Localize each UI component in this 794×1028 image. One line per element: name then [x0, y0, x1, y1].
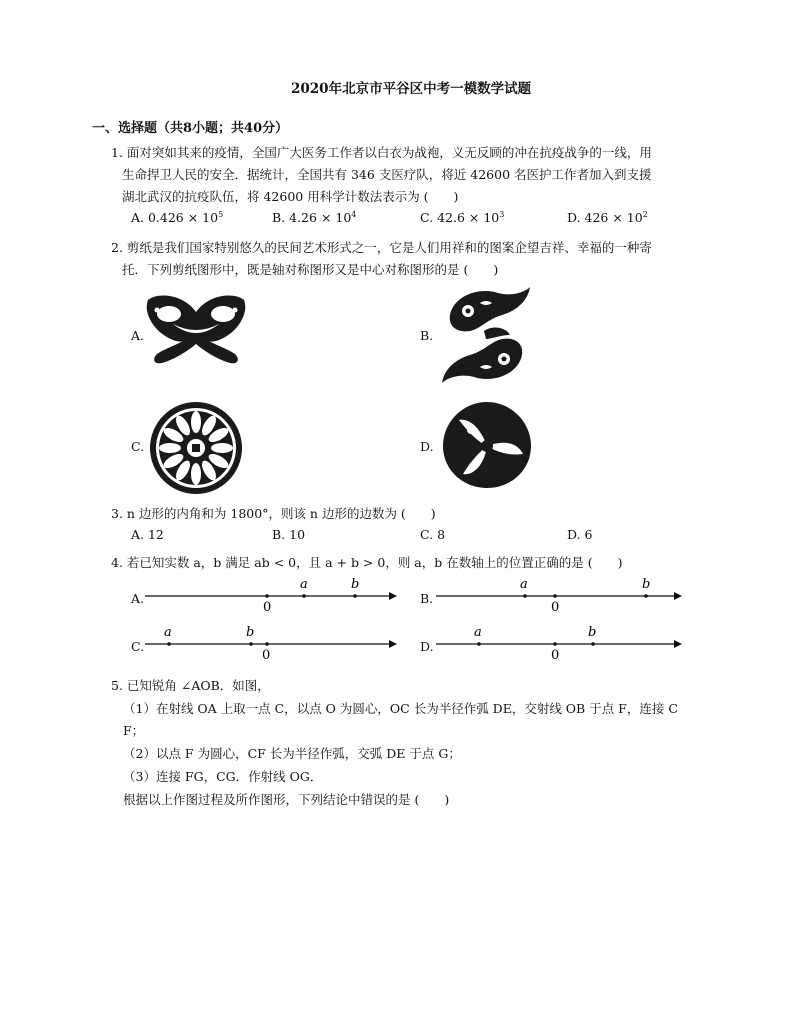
q1-line2: 生命捍卫人民的安全．据统计，全国共有 346 支医疗队，将近 42600 名医护工作者加入到支援 [122, 167, 652, 182]
paper-cut-three-fish-image [441, 400, 533, 490]
q2-option-c-label[interactable]: C. [131, 439, 145, 454]
svg-text:a: a [520, 577, 528, 592]
q3-option-a[interactable]: A. 12 [131, 527, 164, 542]
q2-option-d-label[interactable]: D. [420, 439, 434, 454]
q3-option-c[interactable]: C. 8 [420, 527, 446, 542]
q1-option-d[interactable]: D. $426 \times 10^2$ [567, 210, 648, 226]
number-line-d [436, 622, 682, 662]
svg-text:b: b [246, 625, 255, 640]
q2-option-a-label[interactable]: A. [131, 328, 145, 343]
number-line-b [436, 574, 682, 614]
q1-line1: 1. 面对突如其来的疫情，全国广大医务工作者以白衣为战袍，义无反顾的冲在抗疫战争的一线，用 [111, 145, 652, 160]
q3-line: 3. n 边形的内角和为 1800°，则该 n 边形的边数为 ( ) [111, 506, 436, 521]
paper-cut-butterfly-image [143, 292, 249, 366]
svg-text:b: b [351, 577, 360, 592]
q4-option-c-label[interactable]: C. [131, 639, 145, 654]
svg-text:b: b [642, 577, 651, 592]
svg-text:a: a [164, 625, 172, 640]
number-line-c [145, 622, 397, 662]
q4-option-d-label[interactable]: D. [420, 639, 434, 654]
paper-cut-fish-pair-image [440, 285, 532, 385]
svg-text:b: b [588, 625, 597, 640]
q5-step2: （2）以点 F 为圆心，CF 长为半径作弧，交弧 DE 于点 G； [123, 746, 461, 761]
q1-line3: 湖北武汉的抗疫队伍，将 42600 用科学计数法表示为 ( ) [122, 189, 459, 204]
svg-text:0: 0 [551, 600, 560, 614]
svg-text:a: a [300, 577, 308, 592]
number-line-a [145, 574, 397, 614]
q5-ask: 根据以上作图过程及所作图形，下列结论中错误的是 ( ) [123, 792, 450, 807]
q3-option-d[interactable]: D. 6 [567, 527, 593, 542]
q1-option-a[interactable]: A. $0.426 \times 10^5$ [131, 210, 224, 226]
q4-line: 4. 若已知实数 a，b 满足 ab < 0，且 a + b > 0，则 a，b 在数轴上的位置正确的是 ( ) [111, 555, 623, 570]
section-heading: 一、选择题（共8小题；共40分） [92, 121, 289, 136]
q5-step3: （3）连接 FG，CG．作射线 OG． [123, 769, 323, 784]
q2-line2: 托．下列剪纸图形中，既是轴对称图形又是中心对称图形的是 ( ) [122, 262, 499, 277]
svg-text:0: 0 [551, 648, 560, 662]
q5-step1a: （1）在射线 OA 上取一点 C，以点 O 为圆心，OC 长为半径作弧 DE，交射线 OB 于点 F，连接 C [123, 701, 678, 716]
page-title: 2020年北京市平谷区中考一模数学试题 [291, 81, 532, 97]
svg-text:0: 0 [262, 648, 271, 662]
paper-cut-round-pattern-image [148, 400, 244, 496]
q1-option-b[interactable]: B. $4.26 \times 10^4$ [272, 210, 357, 226]
q5-step1b: F； [123, 723, 145, 738]
q3-option-b[interactable]: B. 10 [272, 527, 306, 542]
svg-text:a: a [474, 625, 482, 640]
q4-option-a-label[interactable]: A. [131, 591, 145, 606]
q1-option-c[interactable]: C. $42.6 \times 10^3$ [420, 210, 505, 226]
q2-option-b-label[interactable]: B. [420, 328, 434, 343]
q5-line1: 5. 已知锐角 ∠AOB．如图， [111, 678, 270, 693]
svg-text:0: 0 [263, 600, 272, 614]
q2-line1: 2. 剪纸是我们国家特别悠久的民间艺术形式之一，它是人们用祥和的图案企望吉祥、幸福的一种寄 [111, 240, 652, 255]
q4-option-b-label[interactable]: B. [420, 591, 434, 606]
